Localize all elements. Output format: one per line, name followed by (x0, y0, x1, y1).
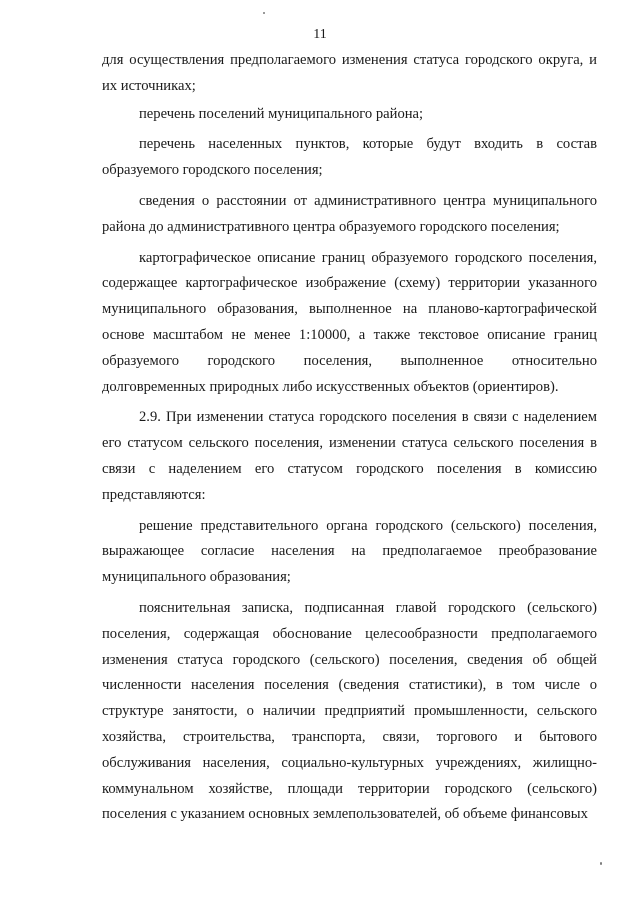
paragraph-1: для осуществления предполагаемого изменения статуса городского округа, и их источниках; (102, 52, 597, 94)
paragraph-2: перечень поселений муниципального района; (139, 105, 424, 122)
paragraph-4: сведения о расстоянии от административного центра муниципального района до административного центра образуемого городского поселения; (102, 192, 597, 235)
paragraph-6: 2.9. При изменении статуса городского поселения в связи с наделением его статусом сельского поселения, изменении статуса сельского поселения в связи с наделением его статусом городского поселения в комиссию представляются: (102, 409, 597, 503)
scan-speck (600, 862, 602, 865)
paragraph-7: решение представительного органа городского (сельского) поселения, выражающее согласие населения на предполагаемое преобразование муниципального образования; (102, 517, 597, 586)
paragraph-8: пояснительная записка, подписанная главой городского (сельского) поселения, содержащая обоснование целесообразности предполагаемого изменения статуса городского (сельского) поселения, сведения об общей численности населения поселения (сведения статистики), в том числе о структуре занятости, о наличии предприятий промышленности, сельского хозяйства, строительства, транспорта, связи, торгового и бытового обслуживания населения, социально-культурных учреждениях, жилищно-коммунальном хозяйстве, площади территории городского (сельского) поселения с указанием основных землепользователей, об объеме финансовых (102, 599, 597, 823)
paragraph-3: перечень населенных пунктов, которые будут входить в состав образуемого городского поселения; (102, 136, 597, 179)
paragraph-5: картографическое описание границ образуемого городского поселения, содержащее картографическое изображение (схему) территории указанного муниципального образования, выполненное на планово-картографической основе масштабом не менее 1:10000, а также текстовое описание границ образуемого городского поселения, выполненное относительно долговременных природных либо искусственных объектов (ориентиров). (102, 249, 597, 395)
document-body (102, 48, 597, 828)
page-number: 11 (313, 27, 327, 42)
scan-speck (263, 12, 265, 14)
